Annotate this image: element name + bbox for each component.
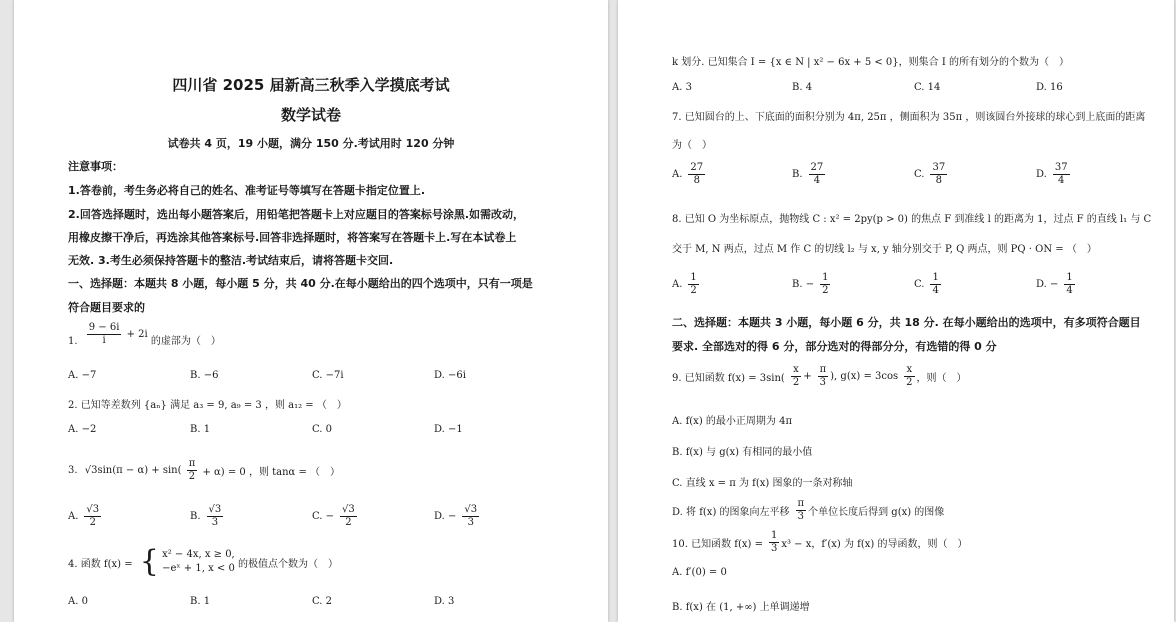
q9-f3-num: x xyxy=(904,364,914,377)
q8-b-label: B. − xyxy=(792,279,815,290)
q8-c-den: 4 xyxy=(932,285,939,296)
q9-f1-den: 2 xyxy=(792,377,800,388)
q7-option-d xyxy=(1036,162,1072,187)
q7-b-den: 4 xyxy=(813,175,821,186)
q6-option-b: B. 4 xyxy=(792,82,813,93)
q7-c-den: 8 xyxy=(935,175,943,186)
q1-option-a: A. −7 xyxy=(68,370,97,381)
q1-frac-den: i xyxy=(102,335,106,346)
notice-heading: 注意事项： xyxy=(68,160,123,173)
q3-c-label: C. − xyxy=(312,511,335,522)
q9-option-c: C. 直线 x = π 为 f(x) 图象的一条对称轴 xyxy=(672,478,853,489)
q6-option-c: C. 14 xyxy=(914,82,941,93)
q3-d-den: 3 xyxy=(467,517,474,528)
q3-a-num: √3 xyxy=(86,504,100,515)
q2-option-b: B. 1 xyxy=(190,424,211,435)
q3-option-b xyxy=(190,504,225,529)
q9-frac-2 xyxy=(818,364,829,389)
q8-c-label: C. xyxy=(914,279,925,290)
q4-pre: 4. 函数 f(x) = xyxy=(68,558,133,570)
q3-frac-den: 2 xyxy=(188,471,196,482)
q9-f3-den: 2 xyxy=(906,377,913,388)
q3-a-frac xyxy=(84,504,101,529)
q4-option-d: D. 3 xyxy=(434,596,455,607)
q9-option-b: B. f(x) 与 g(x) 有相同的最小值 xyxy=(672,447,813,458)
q9-post: ，则（ ） xyxy=(916,373,967,384)
section1-heading-a: 一、选择题：本题共 8 小题，每小题 5 分，共 40 分.在每小题给出的四个选项中，只有一项是 xyxy=(68,277,533,290)
q4-case-2: −eˣ + 1, x < 0 xyxy=(162,563,235,574)
q9-frac-1 xyxy=(791,364,801,389)
q8-a-num: 1 xyxy=(690,272,697,283)
q3-pre: √3sin(π − α) + sin( xyxy=(84,465,182,476)
q3-option-c xyxy=(312,504,359,529)
exam-title: 四川省 2025 届新高三秋季入学摸底考试 xyxy=(172,76,450,94)
q10-frac xyxy=(769,530,779,555)
q1-plus: + 2i xyxy=(126,329,148,340)
question-10 xyxy=(672,530,971,555)
q9-f2-den: 3 xyxy=(819,377,827,388)
q8-option-c xyxy=(914,272,943,297)
q7-option-c xyxy=(914,162,949,187)
q3-d-label: D. − xyxy=(434,511,457,522)
q4-option-c: C. 2 xyxy=(312,596,333,607)
q2-option-c: C. 0 xyxy=(312,424,333,435)
q3-d-num: √3 xyxy=(464,504,478,515)
q9-d-frac xyxy=(796,498,807,523)
q6-option-d: D. 16 xyxy=(1036,82,1063,93)
q3-b-label: B. xyxy=(190,511,201,522)
question-3 xyxy=(68,458,340,483)
question-7b: 为（ ） xyxy=(672,140,712,151)
q8-a-frac xyxy=(688,272,698,297)
q1-option-d: D. −6i xyxy=(434,370,466,381)
q3-post: + α) = 0 ，则 tanα = （ ） xyxy=(202,467,341,478)
q9-frac-3 xyxy=(904,364,914,389)
q8-a-den: 2 xyxy=(690,285,697,296)
q3-a-label: A. xyxy=(68,511,79,522)
q3-c-num: √3 xyxy=(342,504,355,515)
section2-heading-b: 要求. 全部选对的得 6 分，部分选对的得部分分，有选错的得 0 分 xyxy=(672,340,997,353)
q7-c-frac xyxy=(930,162,947,187)
question-8a: 8. 已知 O 为坐标原点，抛物线 C : x² = 2py(p > 0) 的焦点 F 到准线 l 的距离为 1，过点 F 的直线 l₁ 与 C xyxy=(672,214,1152,225)
q3-fraction xyxy=(187,458,198,483)
section1-heading-b: 符合题目要求的 xyxy=(68,301,145,314)
question-1 xyxy=(68,322,221,347)
q4-brace: { xyxy=(139,544,159,579)
question-9 xyxy=(672,364,971,389)
left-page xyxy=(14,0,608,622)
exam-info: 试卷共 4 页，19 小题，满分 150 分.考试用时 120 分钟 xyxy=(167,137,455,150)
q2-option-d: D. −1 xyxy=(434,424,463,435)
q3-b-den: 3 xyxy=(211,517,219,528)
q3-a-den: 2 xyxy=(89,517,96,528)
q10-f-num: 1 xyxy=(770,530,778,541)
q8-d-num: 1 xyxy=(1066,272,1073,283)
q3-c-den: 2 xyxy=(345,517,352,528)
q3-c-frac xyxy=(340,504,357,529)
q7-d-label: D. xyxy=(1036,169,1047,180)
q3-frac-num: π xyxy=(188,458,196,469)
notice-2c: 无效. 3.考生必须保持答题卡的整洁.考试结束后，请将答题卡交回. xyxy=(68,254,394,267)
q4-case-1: x² − 4x, x ≥ 0, xyxy=(162,549,235,560)
q8-c-frac xyxy=(930,272,940,297)
q4-post: 的极值点个数为（ ） xyxy=(238,558,338,570)
q6-option-a: A. 3 xyxy=(672,82,692,93)
notice-2b: 用橡皮擦干净后，再选涂其他答案标号.回答非选择题时，将答案写在答题卡上.写在本试卷上 xyxy=(68,231,517,244)
q9-option-a: A. f(x) 的最小正周期为 4π xyxy=(672,416,793,427)
q7-c-num: 37 xyxy=(932,162,946,173)
q10-pre: 10. 已知函数 f(x) = xyxy=(672,539,763,550)
notice-1: 1.答卷前，考生务必将自己的姓名、准考证号等填写在答题卡指定位置上. xyxy=(68,184,426,197)
q9-d-num: π xyxy=(797,498,805,509)
q9-option-d xyxy=(672,498,948,523)
q10-option-b: B. f(x) 在 (1, +∞) 上单调递增 xyxy=(672,602,810,613)
q7-b-frac xyxy=(809,162,826,187)
q1-option-c: C. −7i xyxy=(312,370,344,381)
q8-option-b xyxy=(792,272,832,297)
q8-b-den: 2 xyxy=(822,285,829,296)
q8-b-num: 1 xyxy=(822,272,829,283)
q9-pre: 9. 已知函数 f(x) = 3sin( xyxy=(672,373,785,384)
q1-text: 的虚部为（ ） xyxy=(150,336,221,347)
q3-number: 3. xyxy=(68,465,78,476)
q8-d-frac xyxy=(1064,272,1074,297)
question-7a: 7. 已知圆台的上、下底面的面积分别为 4π, 25π ，侧面积为 35π ，则该圆台外接球的球心到上底面的距离 xyxy=(672,112,1146,123)
q7-b-label: B. xyxy=(792,169,803,180)
q9-d-pre: D. 将 f(x) 的图象向左平移 xyxy=(672,507,790,518)
q4-option-b: B. 1 xyxy=(190,596,211,607)
q6-tail: k 划分. 已知集合 I = {x ∈ N | x² − 6x + 5 < 0}，则集合 I 的所有划分的个数为（ ） xyxy=(672,57,1069,68)
q7-d-frac xyxy=(1053,162,1070,187)
q8-d-den: 4 xyxy=(1066,285,1073,296)
q7-c-label: C. xyxy=(914,169,925,180)
q8-d-label: D. − xyxy=(1036,279,1059,290)
q7-b-num: 27 xyxy=(810,162,824,173)
q7-a-den: 8 xyxy=(693,175,700,186)
question-2: 2. 已知等差数列 {aₙ} 满足 a₃ = 9, a₉ = 3 ，则 a₁₂ = （ ） xyxy=(68,400,347,411)
q7-a-label: A. xyxy=(672,169,683,180)
section2-heading-a: 二、选择题：本题共 3 小题，每小题 6 分，共 18 分. 在每小题给出的选项中，有多项符合题目 xyxy=(672,316,1141,329)
q2-option-a: A. −2 xyxy=(68,424,97,435)
q9-f1-num: x xyxy=(791,364,801,377)
q8-option-a xyxy=(672,272,701,297)
q7-d-den: 4 xyxy=(1058,175,1065,186)
q8-b-frac xyxy=(820,272,830,297)
q1-fraction xyxy=(87,322,122,347)
q9-d-den: 3 xyxy=(797,511,804,522)
q3-b-num: √3 xyxy=(208,504,222,515)
q9-d-post: 个单位长度后得到 g(x) 的图像 xyxy=(808,507,945,518)
q3-b-frac xyxy=(207,504,224,529)
q9-mid2: ), g(x) = 3cos xyxy=(830,371,899,382)
q4-cases xyxy=(162,548,235,576)
q1-option-b: B. −6 xyxy=(190,370,219,381)
exam-subtitle: 数学试卷 xyxy=(280,106,341,124)
q3-option-d xyxy=(434,504,481,529)
question-8b: 交于 M, N 两点，过点 M 作 C 的切线 l₂ 与 x, y 轴分别交于 P, Q 两点，则 PQ · ON = （ ） xyxy=(672,244,1097,255)
q8-a-label: A. xyxy=(672,279,683,290)
q10-option-a: A. f′(0) = 0 xyxy=(672,567,727,578)
q10-f-den: 3 xyxy=(770,543,778,554)
q7-option-b xyxy=(792,162,827,187)
q9-f2-num: π xyxy=(819,364,827,375)
q7-a-frac xyxy=(688,162,705,187)
q3-d-frac xyxy=(462,504,479,529)
notice-2a: 2.回答选择题时，选出每小题答案后，用铅笔把答题卡上对应题目的答案标号涂黑.如需改动， xyxy=(68,208,525,221)
right-page xyxy=(618,0,1174,622)
q4-option-a: A. 0 xyxy=(68,596,88,607)
q7-d-num: 37 xyxy=(1054,162,1068,173)
q9-mid1: + xyxy=(803,371,812,382)
q8-c-num: 1 xyxy=(932,272,939,283)
q8-option-d xyxy=(1036,272,1077,297)
q3-option-a xyxy=(68,504,103,529)
q7-option-a xyxy=(672,162,707,187)
q10-post: x³ − x，f′(x) 为 f(x) 的导函数，则（ ） xyxy=(781,539,968,550)
q1-frac-num: 9 − 6i xyxy=(88,322,120,333)
q1-number: 1. xyxy=(68,336,78,347)
question-4 xyxy=(68,544,342,579)
q7-a-num: 27 xyxy=(690,162,704,173)
